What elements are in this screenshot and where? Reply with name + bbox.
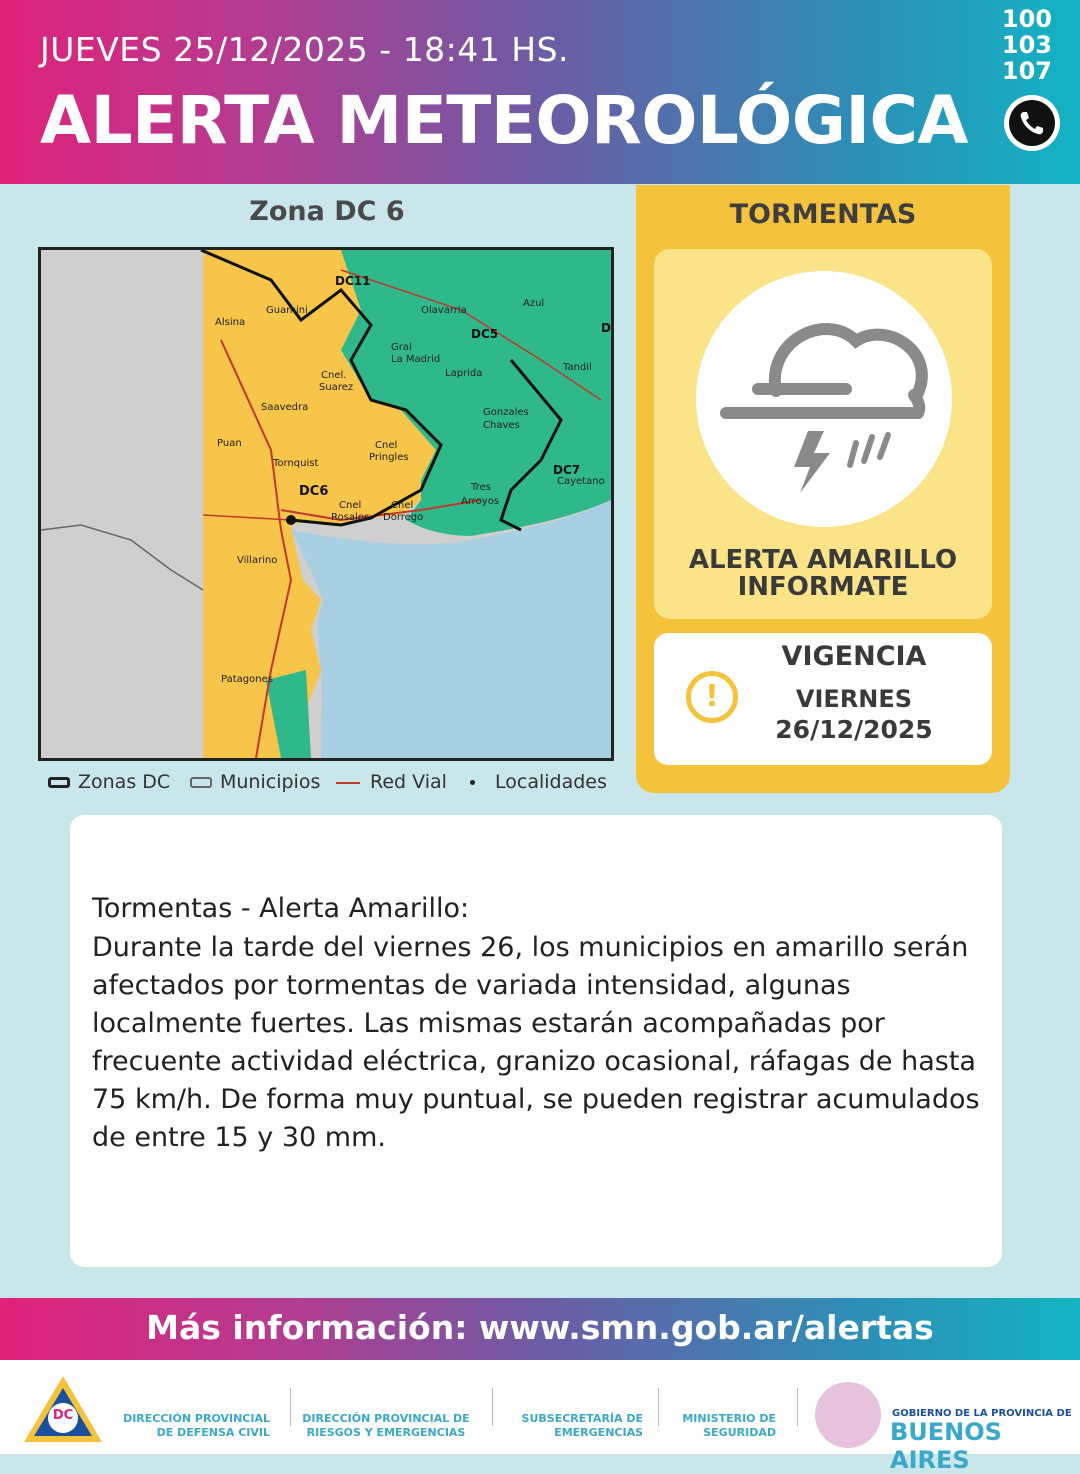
emergency-number: 103 xyxy=(1001,31,1052,59)
divider xyxy=(658,1388,659,1426)
legend-zonas-label: Zonas DC xyxy=(78,771,171,793)
divider xyxy=(290,1388,291,1426)
locality-label: Azul xyxy=(523,298,545,309)
locality-label: Arroyos xyxy=(461,496,500,507)
locality-label: Saavedra xyxy=(261,402,309,413)
locality-label: Cnel xyxy=(339,500,362,511)
phenomenon-title: TORMENTAS xyxy=(729,199,917,230)
locality-label: Cnel. xyxy=(321,370,347,381)
org-riesgos xyxy=(300,1412,472,1440)
legend-zonas-swatch xyxy=(48,777,70,788)
vigencia-title: VIGENCIA xyxy=(781,641,927,672)
locality-label: La Madrid xyxy=(391,354,441,365)
emergency-number: 107 xyxy=(1001,57,1052,85)
locality-label: Tornquist xyxy=(273,458,319,469)
divider xyxy=(797,1388,798,1426)
alert-panel xyxy=(636,185,1010,793)
locality-label: Gonzales xyxy=(483,407,529,418)
locality-label: Tres xyxy=(471,482,491,493)
alert-level-card xyxy=(654,249,992,619)
vigencia-date: 26/12/2025 xyxy=(775,715,933,744)
more-info-bar xyxy=(0,1298,1080,1360)
footer-logos xyxy=(0,1360,1080,1474)
org-label: RIESGOS Y EMERGENCIAS xyxy=(306,1426,466,1439)
locality-label: Guamini xyxy=(266,305,308,316)
header-banner xyxy=(0,0,1080,184)
phone-icon xyxy=(1004,95,1060,151)
vigencia-card xyxy=(654,633,992,765)
legend-red-vial xyxy=(336,771,447,793)
gov-line1: GOBIERNO DE LA PROVINCIA DE xyxy=(892,1408,1072,1419)
more-info-link[interactable]: Más información: www.smn.gob.ar/alertas xyxy=(146,1308,934,1347)
locality-label: Gral xyxy=(391,342,412,353)
org-label: SEGURIDAD xyxy=(703,1426,776,1439)
zone-title: Zona DC 6 xyxy=(249,196,405,227)
legend-localidades-swatch xyxy=(470,780,475,785)
emergency-numbers xyxy=(1002,6,1052,84)
legend-localidades xyxy=(470,771,607,793)
locality-label: Olavarria xyxy=(421,305,467,316)
locality-label: Cnel xyxy=(391,500,414,511)
legend-red-vial-label: Red Vial xyxy=(370,771,447,793)
emergency-number: 100 xyxy=(1001,5,1052,33)
gov-line2: BUENOS AIRES xyxy=(890,1418,1002,1474)
divider xyxy=(492,1388,493,1426)
logo-dc-text: DC xyxy=(52,1408,74,1423)
description-heading: Tormentas - Alerta Amarillo: xyxy=(92,893,470,924)
org-label: MINISTERIO DE xyxy=(682,1412,776,1425)
org-subsecretaria xyxy=(505,1412,643,1440)
zone-label-dc5: DC5 xyxy=(471,327,499,341)
zone-label-dc11: DC11 xyxy=(335,274,371,288)
org-label: EMERGENCIAS xyxy=(554,1426,643,1439)
description-body: Durante la tarde del viernes 26, los municipios en amarillo serán afectados por tormentas de variada intensidad, algunas localmente fuertes. Las mismas estarán acompañadas por frecuente actividad eléctrica, granizo ocasional, ráfagas de hasta 75 km/h. De forma muy puntual, se pueden registrar acumulados de entre 15 y 30 mm. xyxy=(92,932,980,1153)
locality-label: Cnel xyxy=(375,440,398,451)
org-label: DE DEFENSA CIVIL xyxy=(156,1426,270,1439)
locality-label: Alsina xyxy=(215,317,246,328)
alert-level-text xyxy=(654,547,992,601)
locality-label: Laprida xyxy=(445,368,483,379)
storm-cloud-icon xyxy=(696,271,952,527)
warning-icon: ! xyxy=(686,671,738,723)
locality-label: Rosales xyxy=(331,512,370,523)
locality-label: Patagones xyxy=(221,674,273,685)
zone-label-dc7: DC7 xyxy=(553,463,581,477)
alert-level-line2: INFORMATE xyxy=(737,572,909,602)
org-defensa-civil xyxy=(118,1412,270,1440)
locality-label: Pringles xyxy=(369,452,409,463)
legend-municipios-label: Municipios xyxy=(220,771,321,793)
legend-zonas xyxy=(48,771,170,793)
date-line: JUEVES 25/12/2025 - 18:41 HS. xyxy=(40,30,570,69)
org-label: SUBSECRETARÍA DE xyxy=(521,1412,643,1425)
locality-label: Dorrego xyxy=(383,512,424,523)
locality-label: Chaves xyxy=(483,420,520,431)
vigencia-day: VIERNES xyxy=(795,685,913,713)
legend-red-vial-swatch xyxy=(336,782,360,784)
page-title: ALERTA METEOROLÓGICA xyxy=(40,82,968,159)
org-label: DIRECCIÓN PROVINCIAL DE xyxy=(302,1412,470,1425)
locality-label: Cayetano xyxy=(557,476,605,487)
zone-map xyxy=(38,247,614,761)
defensa-civil-logo xyxy=(22,1374,104,1444)
legend-municipios xyxy=(190,771,320,793)
zone-label-d: D xyxy=(601,321,611,335)
legend-municipios-swatch xyxy=(190,777,212,788)
zone-label-dc6: DC6 xyxy=(299,484,329,499)
locality-label: Tandil xyxy=(563,362,592,373)
org-label: DIRECCIÓN PROVINCIAL xyxy=(123,1412,270,1425)
province-seal-icon xyxy=(815,1382,881,1448)
locality-label: Puan xyxy=(217,438,242,449)
locality-label: Suarez xyxy=(319,382,354,393)
locality-label: Villarino xyxy=(237,555,278,566)
description-box xyxy=(70,815,1002,1267)
org-ministerio xyxy=(666,1412,776,1440)
alert-level-line1: ALERTA AMARILLO xyxy=(688,545,958,575)
legend-localidades-label: Localidades xyxy=(495,771,607,793)
sea-area xyxy=(291,500,611,758)
